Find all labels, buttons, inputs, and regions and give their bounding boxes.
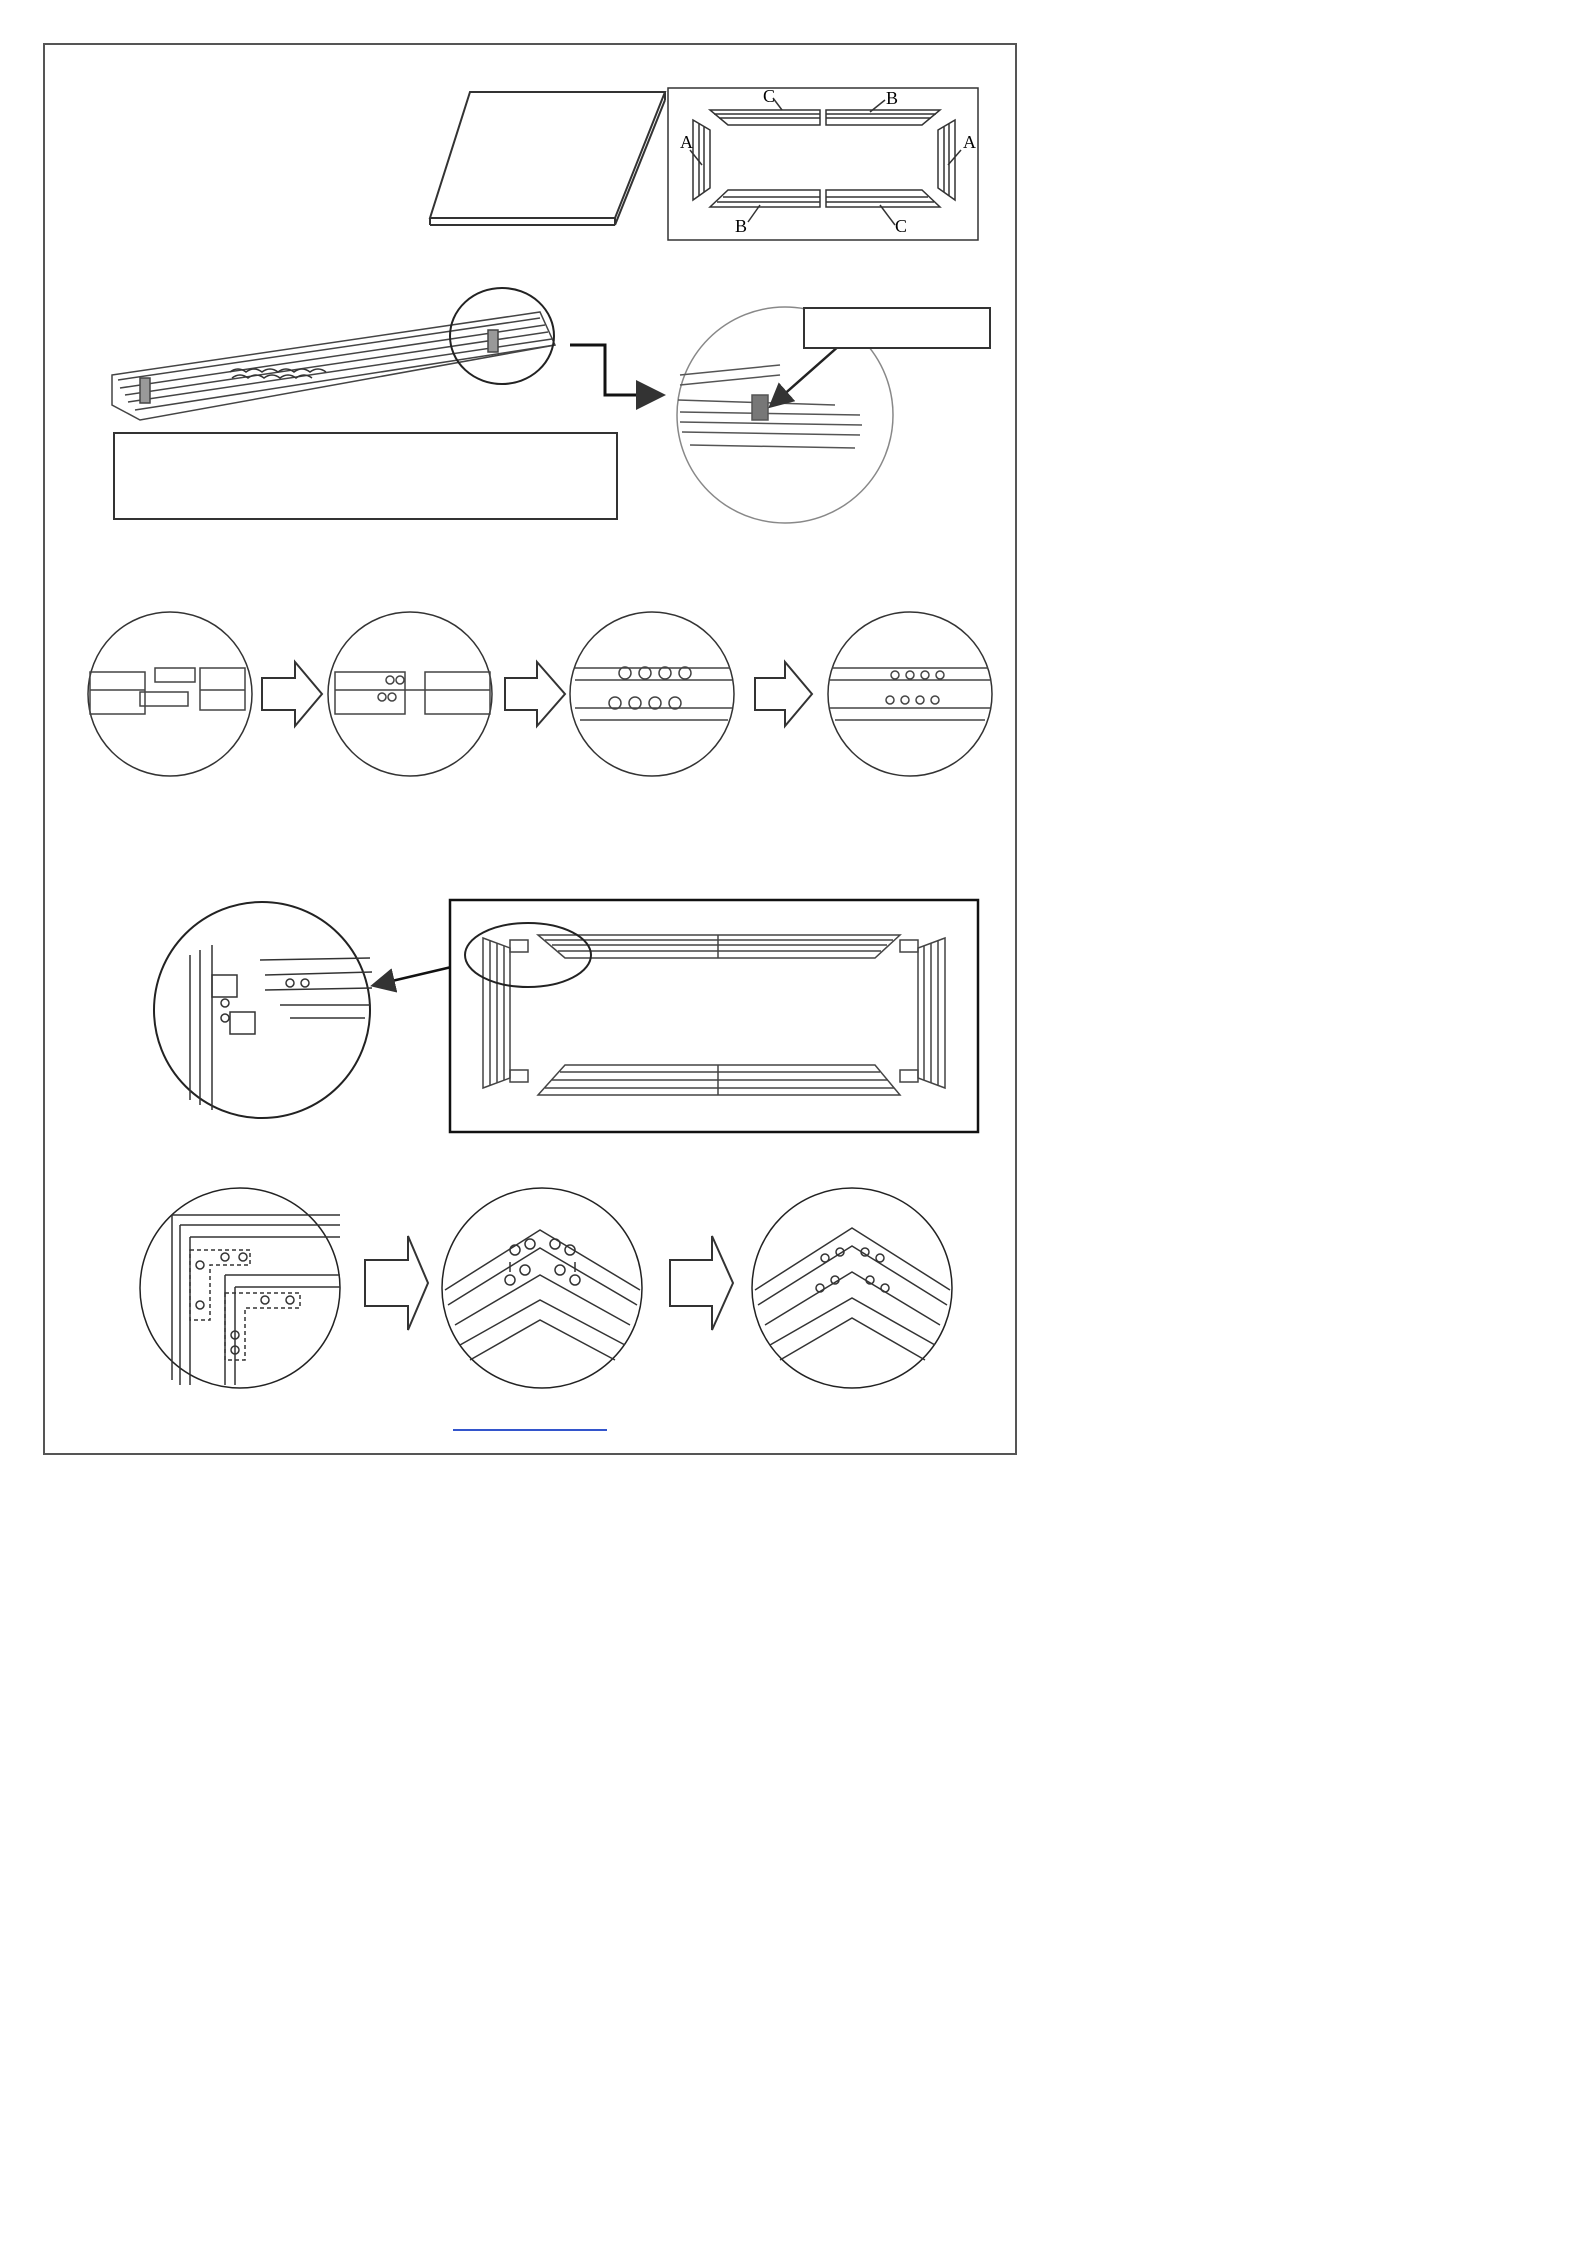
step-arrow-2 <box>505 662 565 726</box>
footer-link-underline[interactable] <box>453 1429 607 1431</box>
corner-step-1 <box>140 1188 340 1388</box>
screen-panel-drawing <box>430 92 665 225</box>
label-b-top: B <box>886 88 899 108</box>
corner-step-2 <box>442 1188 642 1388</box>
step-arrow-1 <box>262 662 322 726</box>
callout-box <box>803 307 991 349</box>
corner-step-3 <box>752 1188 952 1388</box>
frame-layout-diagram <box>450 900 978 1132</box>
label-b-bottom: B <box>735 216 748 236</box>
frame-parts-diagram <box>668 86 978 240</box>
corner-arrow-1 <box>365 1236 428 1330</box>
splice-step-2 <box>328 612 492 776</box>
splice-step-4 <box>828 612 992 776</box>
label-a-right: A <box>963 132 976 152</box>
step-arrow-3 <box>755 662 812 726</box>
label-c-bottom: C <box>895 216 908 236</box>
detail-pointer-arrow <box>375 965 460 985</box>
splice-step-1 <box>88 612 252 776</box>
corner-arrow-2 <box>670 1236 733 1330</box>
long-frame-bar-drawing <box>112 288 555 420</box>
splice-step-3 <box>570 612 734 776</box>
zoom-arrow <box>570 345 660 395</box>
note-box <box>113 432 618 520</box>
label-c-top: C <box>763 86 776 106</box>
label-a-left: A <box>680 132 693 152</box>
corner-bracket-detail <box>154 902 372 1118</box>
